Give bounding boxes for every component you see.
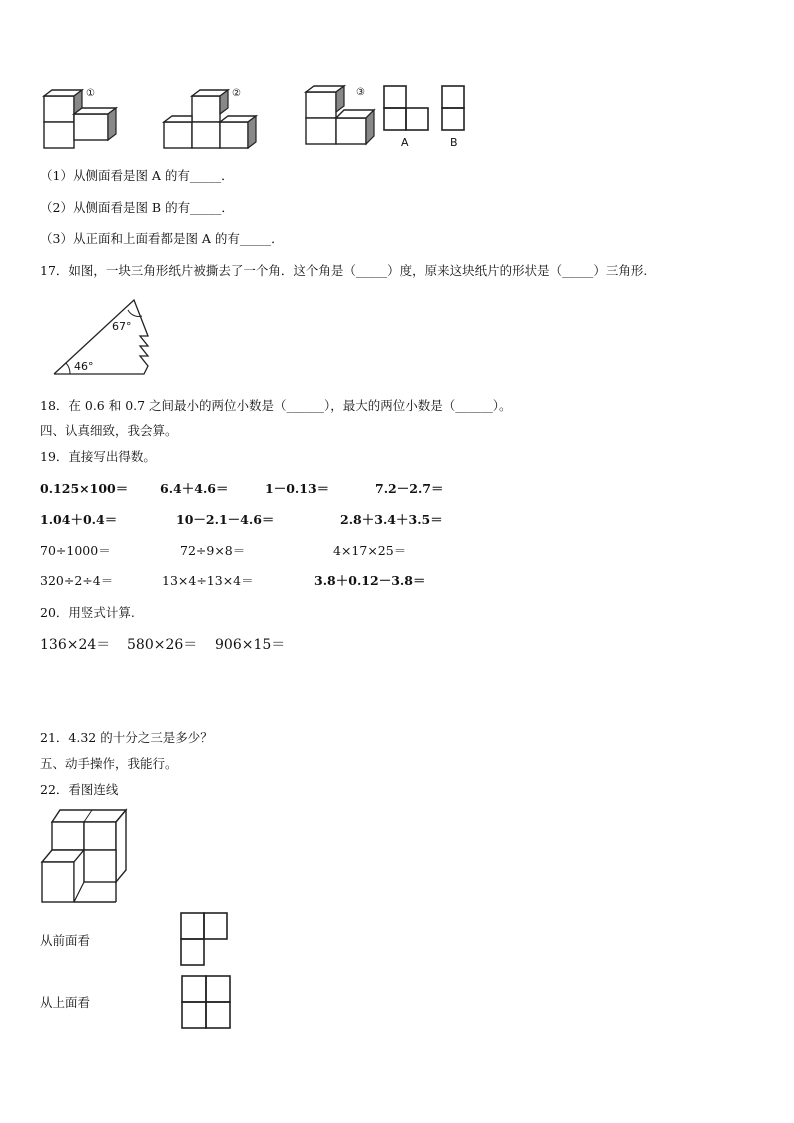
- q20-title: 20．用竖式计算.: [40, 605, 135, 620]
- q20-item: 580×26＝: [127, 637, 198, 653]
- q18-text: 18．在 0.6 和 0.7 之间最小的两位小数是（______），最大的两位小数是（______）。: [40, 398, 512, 413]
- q20-item: 906×15＝: [215, 637, 286, 653]
- q19-item: 2.8＋3.4＋3.5＝: [340, 512, 443, 527]
- angle-46-label: 46°: [74, 360, 94, 373]
- q19-item: 7.2－2.7＝: [375, 481, 444, 496]
- q17-text: 17．如图，一块三角形纸片被撕去了一个角．这个角是（_____）度，原来这块纸片的形状是（_____）三角形.: [40, 263, 648, 278]
- q16-sub2: （2）从侧面看是图 B 的有_____．: [40, 200, 234, 215]
- q19-item: 3.8＋0.12－3.8＝: [314, 573, 426, 588]
- top-view-grid: [181, 975, 233, 1031]
- figure-1-label: ①: [86, 88, 95, 99]
- front-view-grid: [180, 911, 230, 967]
- cube-figure-2: [162, 88, 262, 150]
- q21-text: 21．4.32 的十分之三是多少？: [40, 730, 213, 745]
- q22-title: 22．看图连线: [40, 782, 119, 797]
- view-b-label: B: [450, 136, 458, 149]
- q22-cube-figure: [40, 808, 136, 904]
- q19-item: 1－0.13＝: [265, 481, 330, 496]
- section-5-title: 五、动手操作，我能行。: [40, 756, 178, 771]
- q19-item: 72÷9×8＝: [180, 543, 246, 558]
- q16-sub1: （1）从侧面看是图 A 的有_____．: [40, 168, 234, 183]
- q19-item: 6.4＋4.6＝: [160, 481, 229, 496]
- q19-item: 13×4÷13×4＝: [162, 573, 254, 588]
- figure-3-label: ③: [356, 87, 365, 98]
- cube-figure-1: [40, 88, 130, 150]
- view-a-label: A: [401, 136, 409, 149]
- cube-figure-3: [304, 84, 378, 148]
- view-b-grid: [440, 84, 468, 132]
- q19-item: 1.04＋0.4＝: [40, 512, 118, 527]
- q19-item: 10－2.1－4.6＝: [176, 512, 275, 527]
- q20-item: 136×24＝: [40, 637, 111, 653]
- top-view-label: 从上面看: [40, 995, 91, 1010]
- q19-item: 70÷1000＝: [40, 543, 111, 558]
- view-a-grid: [382, 84, 432, 132]
- front-view-label: 从前面看: [40, 933, 91, 948]
- torn-triangle-figure: [50, 296, 160, 378]
- q19-item: 0.125×100＝: [40, 481, 129, 496]
- angle-67-label: 67°: [112, 320, 132, 333]
- q19-item: 320÷2÷4＝: [40, 573, 114, 588]
- q19-item: 4×17×25＝: [333, 543, 407, 558]
- q19-title: 19．直接写出得数。: [40, 449, 156, 464]
- q16-sub3: （3）从正面和上面看都是图 A 的有_____．: [40, 231, 284, 246]
- section-4-title: 四、认真细致，我会算。: [40, 423, 178, 438]
- figure-2-label: ②: [232, 88, 241, 99]
